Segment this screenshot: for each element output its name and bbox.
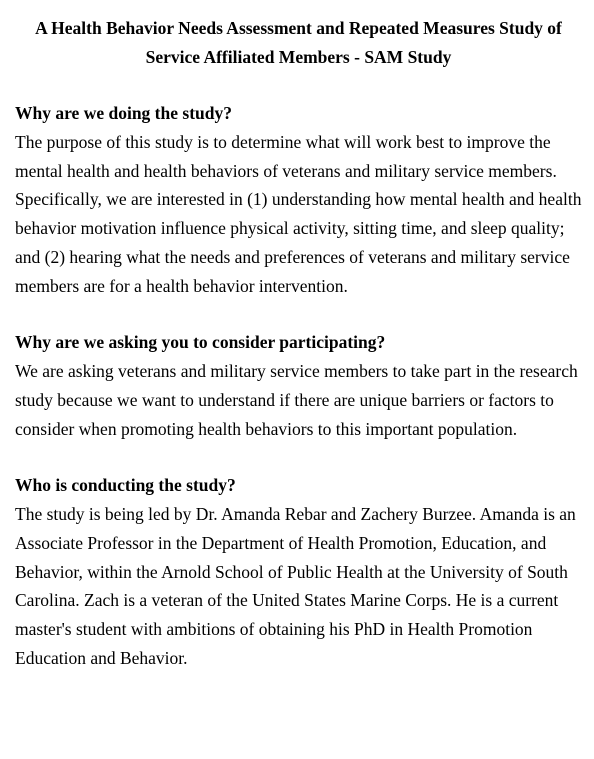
- section-body: We are asking veterans and military service members to take part in the research study because we want to understand if there are unique barriers or factors to consider when promoting health behaviors to this important population.: [15, 361, 578, 439]
- section-heading: Why are we doing the study?: [15, 103, 232, 123]
- section-body: The study is being led by Dr. Amanda Rebar and Zachery Burzee. Amanda is an Associate Professor in the Department of Health Promotion, Education, and Behavior, within the Arnold School of Public Health at the University of South Carolina. Zach is a veteran of the United States Marine Corps. He is a current master's student with ambitions of obtaining his PhD in Health Promotion Education and Behavior.: [15, 504, 576, 668]
- section-body: The purpose of this study is to determine what will work best to improve the mental health and health behaviors of veterans and military service members. Specifically, we are interested in (1) understanding how mental health and health behavior motivation influence physical activity, sitting time, and sleep quality; and (2) hearing what the needs and preferences of veterans and military service members are for a health behavior intervention.: [15, 132, 582, 296]
- document-title: A Health Behavior Needs Assessment and Repeated Measures Study of Service Affiliated Members - SAM Study: [35, 18, 562, 67]
- section-heading: Who is conducting the study?: [15, 475, 236, 496]
- section-why-participate: [15, 328, 582, 443]
- section-heading: Why are we asking you to consider participating?: [15, 332, 386, 353]
- section-who-conducting: [15, 471, 582, 672]
- section-why-study: [15, 99, 582, 300]
